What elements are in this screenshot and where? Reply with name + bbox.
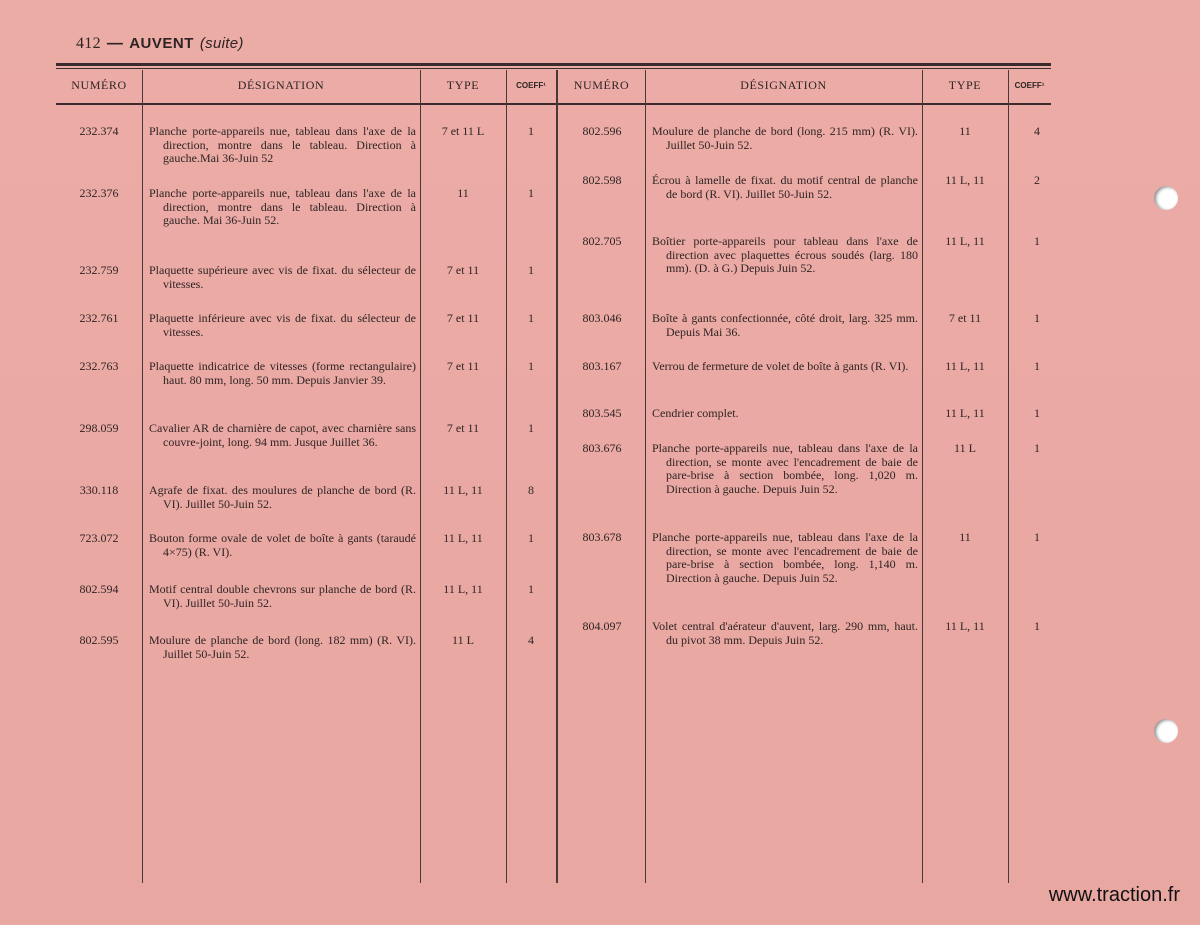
part-type: 11 L, 11: [443, 582, 483, 596]
part-designation: Agrafe de fixat. des moulures de planche de bord (R. VI). Juillet 50-Juin 52.: [149, 483, 416, 511]
part-number: 298.059: [79, 421, 119, 435]
part-type: 11: [959, 530, 971, 544]
part-number: 232.759: [79, 263, 119, 277]
part-designation: Planche porte-appareils nue, tableau dans l'axe de la direction, se monte avec l'encadrement de baie de pare-brise à section bombée, long. 1,140 m. Direction à gauche. Depuis Juin 52.: [652, 530, 918, 585]
part-type: 7 et 11: [446, 311, 480, 325]
part-type: 11 L, 11: [443, 531, 483, 545]
part-type: 11: [959, 124, 971, 138]
part-designation: Cendrier complet.: [652, 406, 739, 420]
part-coeff: 2: [1034, 173, 1040, 187]
part-designation: Plaquette indicatrice de vitesses (forme rectangulaire) haut. 80 mm, long. 50 mm. Depuis Janvier 39.: [149, 359, 416, 387]
part-coeff: 1: [1034, 441, 1040, 455]
part-number: 803.545: [582, 406, 622, 420]
part-designation: Boîtier porte-appareils pour tableau dans l'axe de direction avec plaquettes écrous soudés (larg. 180 mm). (D. à G.) Depuis Juin 52.: [652, 234, 918, 275]
part-number: 803.678: [582, 530, 622, 544]
part-designation: Volet central d'aérateur d'auvent, larg. 290 mm, haut. du pivot 38 mm. Depuis Juin 52.: [652, 619, 918, 647]
part-coeff: 4: [528, 633, 534, 647]
part-type: 11 L, 11: [945, 359, 985, 373]
part-number: 330.118: [79, 483, 119, 497]
part-designation: Plaquette inférieure avec vis de fixat. du sélecteur de vitesses.: [149, 311, 416, 339]
part-designation: Moulure de planche de bord (long. 215 mm) (R. VI). Juillet 50-Juin 52.: [652, 124, 918, 152]
header-dash: —: [106, 35, 124, 52]
part-coeff: 1: [1034, 359, 1040, 373]
part-coeff: 1: [528, 359, 534, 373]
part-type: 11 L: [452, 633, 474, 647]
part-number: 802.596: [582, 124, 622, 138]
part-coeff: 1: [528, 186, 534, 200]
part-type: 11 L: [954, 441, 976, 455]
col-header-designation: DÉSIGNATION: [740, 78, 827, 92]
part-coeff: 1: [1034, 406, 1040, 420]
part-type: 7 et 11 L: [441, 124, 485, 138]
part-designation: Verrou de fermeture de volet de boîte à gants (R. VI).: [652, 359, 909, 373]
part-coeff: 1: [528, 531, 534, 545]
part-coeff: 1: [1034, 311, 1040, 325]
center-divider: [556, 70, 558, 883]
col-header-coeff: COEFF¹: [516, 81, 546, 90]
section-title: AUVENT: [129, 35, 194, 52]
part-number: 804.097: [582, 619, 622, 633]
part-designation: Planche porte-appareils nue, tableau dans l'axe de la direction, montre dans le tableau. Direction à gauche.Mai 36-Juin 52: [149, 124, 416, 165]
part-type: 7 et 11: [446, 421, 480, 435]
col-header-type: TYPE: [948, 78, 982, 92]
part-coeff: 1: [528, 263, 534, 277]
part-coeff: 1: [1034, 530, 1040, 544]
part-number: 802.594: [79, 582, 119, 596]
col-header-type: TYPE: [446, 78, 480, 92]
column-divider: [645, 70, 646, 883]
part-coeff: 1: [1034, 234, 1040, 248]
part-coeff: 1: [528, 582, 534, 596]
part-number: 803.167: [582, 359, 622, 373]
part-coeff: 1: [528, 311, 534, 325]
part-number: 802.595: [79, 633, 119, 647]
binder-hole: [1154, 719, 1178, 743]
watermark: www.traction.fr: [1048, 884, 1180, 906]
part-designation: Boîte à gants confectionnée, côté droit, larg. 325 mm. Depuis Mai 36.: [652, 311, 918, 339]
part-coeff: 4: [1034, 124, 1040, 138]
column-header-rule: [56, 103, 1051, 105]
part-number: 802.598: [582, 173, 622, 187]
part-type: 7 et 11: [948, 311, 982, 325]
column-divider: [142, 70, 143, 883]
section-suite: (suite): [199, 35, 244, 52]
part-number: 232.763: [79, 359, 119, 373]
part-designation: Moulure de planche de bord (long. 182 mm) (R. VI). Juillet 50-Juin 52.: [149, 633, 416, 661]
part-designation: Motif central double chevrons sur planche de bord (R. VI). Juillet 50-Juin 52.: [149, 582, 416, 610]
part-type: 7 et 11: [446, 359, 480, 373]
part-number: 232.374: [79, 124, 119, 138]
column-divider: [922, 70, 923, 883]
part-coeff: 8: [528, 483, 534, 497]
part-number: 723.072: [79, 531, 119, 545]
part-coeff: 1: [528, 421, 534, 435]
part-designation: Bouton forme ovale de volet de boîte à gants (taraudé 4×75) (R. VI).: [149, 531, 416, 559]
part-designation: Écrou à lamelle de fixat. du motif central de planche de bord (R. VI). Juillet 50-Juin 52.: [652, 173, 918, 201]
col-header-numero: NUMÉRO: [573, 78, 630, 92]
part-designation: Planche porte-appareils nue, tableau dans l'axe de la direction, se monte avec l'encadrement de baie de pare-brise à section bombée, long. 1,020 m. Direction à gauche. Depuis Juin 52.: [652, 441, 918, 496]
page-number: 412: [76, 35, 101, 52]
part-type: 11: [457, 186, 469, 200]
part-number: 803.046: [582, 311, 622, 325]
page-header: [76, 35, 244, 53]
part-type: 7 et 11: [446, 263, 480, 277]
part-type: 11 L, 11: [443, 483, 483, 497]
col-header-coeff: COEFF¹: [1014, 81, 1045, 90]
column-divider: [1008, 70, 1009, 883]
part-type: 11 L, 11: [945, 406, 985, 420]
col-header-numero: NUMÉRO: [71, 78, 127, 92]
part-number: 803.676: [582, 441, 622, 455]
col-header-designation: DÉSIGNATION: [237, 78, 325, 92]
binder-hole: [1154, 186, 1178, 210]
part-designation: Plaquette supérieure avec vis de fixat. du sélecteur de vitesses.: [149, 263, 416, 291]
header-rule-thick: [56, 63, 1051, 66]
header-rule-thin: [56, 68, 1051, 69]
part-number: 802.705: [582, 234, 622, 248]
part-designation: Planche porte-appareils nue, tableau dans l'axe de la direction, montre dans le tableau. Direction à gauche. Mai 36-Juin 52.: [149, 186, 416, 227]
part-designation: Cavalier AR de charnière de capot, avec charnière sans couvre-joint, long. 94 mm. Jusque Juillet 36.: [149, 421, 416, 449]
part-type: 11 L, 11: [945, 173, 985, 187]
part-type: 11 L, 11: [945, 619, 985, 633]
part-type: 11 L, 11: [945, 234, 985, 248]
part-coeff: 1: [1034, 619, 1040, 633]
part-coeff: 1: [528, 124, 534, 138]
part-number: 232.376: [79, 186, 119, 200]
part-number: 232.761: [79, 311, 119, 325]
